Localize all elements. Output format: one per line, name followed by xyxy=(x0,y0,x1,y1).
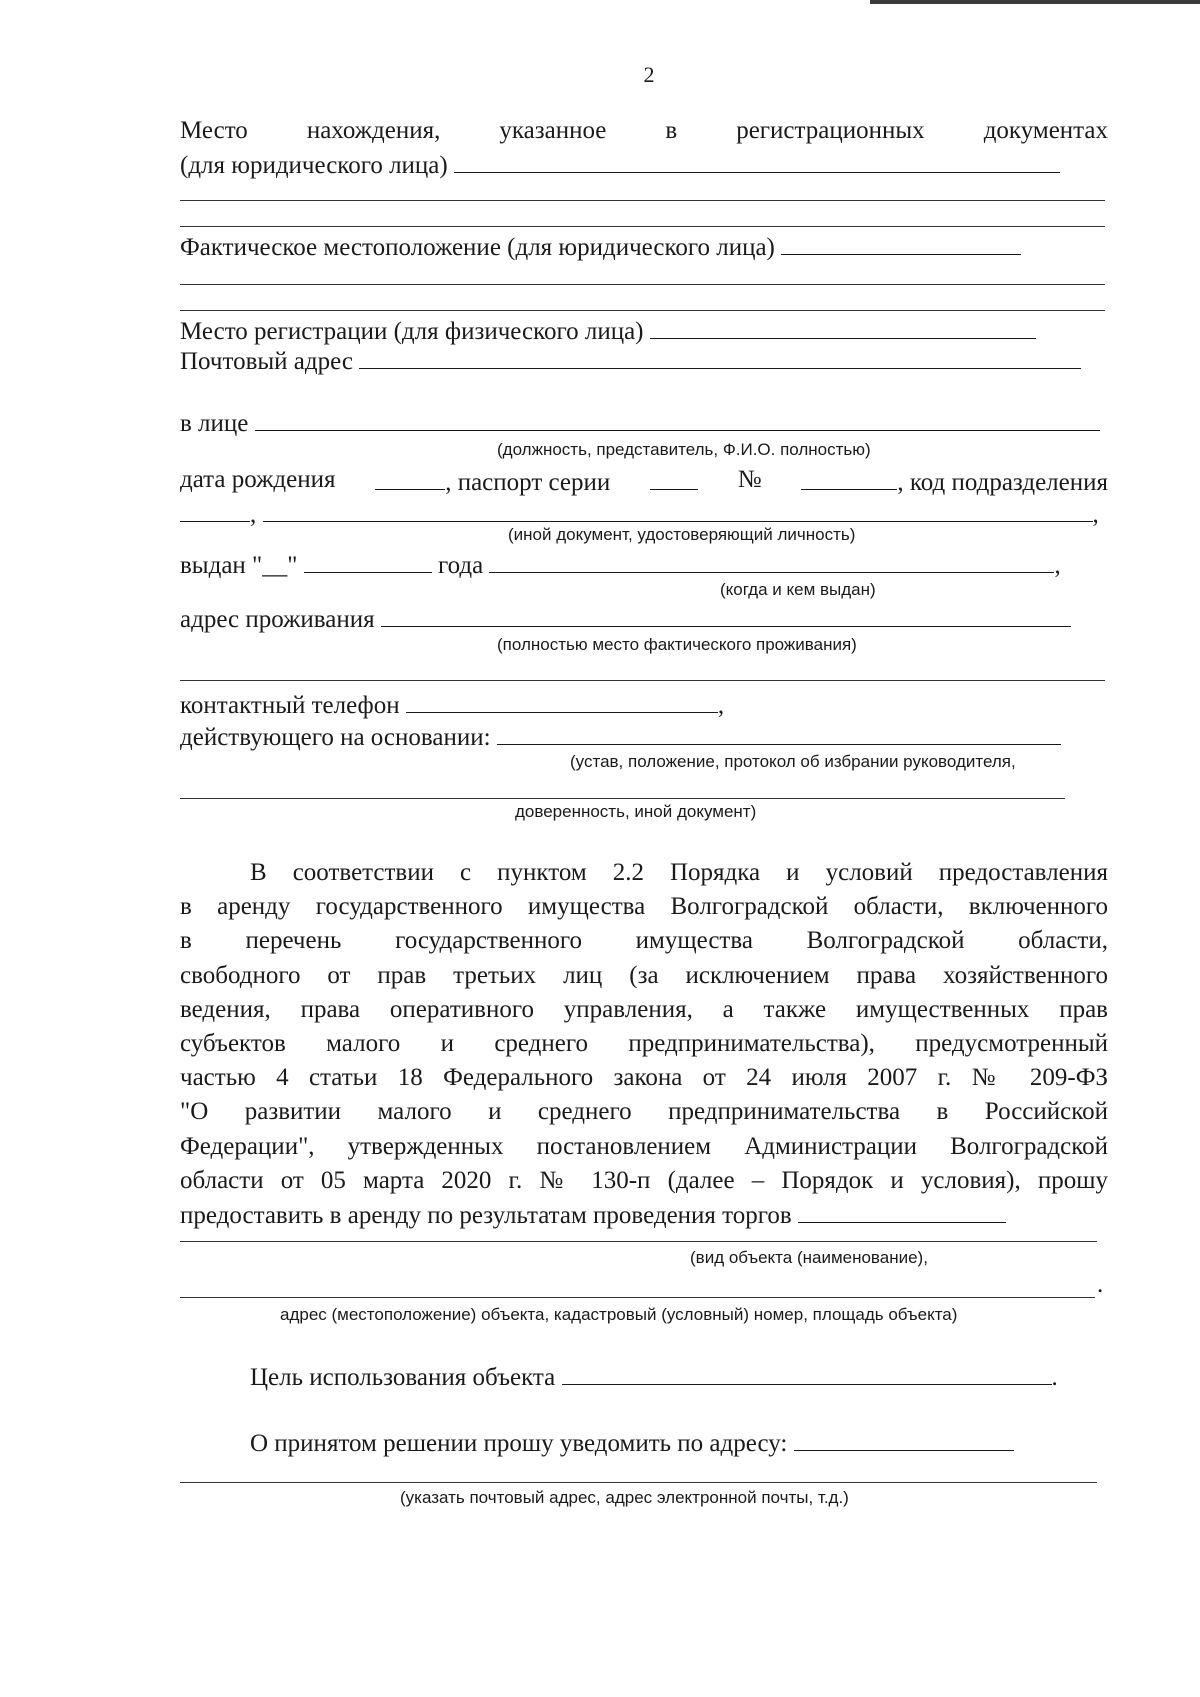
number-sign: № xyxy=(737,466,762,493)
passport-number-group xyxy=(801,465,1108,498)
passport-row xyxy=(180,465,1108,498)
phone-field[interactable] xyxy=(406,688,718,713)
residence-label: адрес проживания xyxy=(180,606,375,633)
scan-edge-mark xyxy=(870,0,1200,4)
passport-series-field[interactable] xyxy=(650,465,698,490)
object-field[interactable] xyxy=(798,1198,1006,1223)
object-type-line[interactable] xyxy=(180,1241,1097,1242)
represented-row xyxy=(180,406,1100,439)
registration-field[interactable] xyxy=(650,314,1036,339)
comma: , xyxy=(250,501,257,528)
legal-address-label-2: (для юридического лица) xyxy=(180,152,448,179)
birth-date-group xyxy=(375,465,610,498)
other-document-caption: (иной документ, удостоверяющий личность) xyxy=(508,525,856,544)
division-code-field[interactable] xyxy=(180,497,250,522)
request-paragraph xyxy=(180,856,1108,1233)
issued-date-field[interactable] xyxy=(304,548,432,573)
object-address-period: . xyxy=(1097,1271,1104,1298)
passport-label: , паспорт серии xyxy=(445,469,611,496)
residence-field[interactable] xyxy=(381,602,1071,627)
paragraph-line: частью 4 статьи 18 Федерального закона от 24 июля 2007 г. № 209-ФЗ xyxy=(180,1064,1108,1092)
basis-line[interactable] xyxy=(180,798,1065,799)
purpose-label: Цель использования объекта xyxy=(250,1364,556,1391)
represented-field[interactable] xyxy=(255,406,1100,431)
object-type-caption: (вид объекта (наименование), xyxy=(690,1248,928,1267)
paragraph-line-last xyxy=(180,1198,1108,1233)
paragraph-line: Федерации", утвержденных постановлением Администрации Волгоградской xyxy=(180,1132,1108,1160)
issued-caption: (когда и кем выдан) xyxy=(720,580,876,599)
division-code-label: , код подразделения xyxy=(897,469,1108,496)
object-address-caption: адрес (местоположение) объекта, кадастровый (условный) номер, площадь объекта) xyxy=(280,1305,958,1324)
paragraph-line: области от 05 марта 2020 г. № 130-п (далее – Порядок и условия), прошу xyxy=(180,1166,1108,1194)
paragraph-line: В соответствии с пунктом 2.2 Порядка и условий предоставления xyxy=(250,859,1108,886)
represented-caption: (должность, представитель, Ф.И.О. полностью) xyxy=(497,440,871,459)
comma: , xyxy=(1054,552,1061,579)
comma: , xyxy=(717,692,725,719)
notify-field[interactable] xyxy=(794,1426,1014,1451)
phone-row xyxy=(180,688,724,721)
other-document-field[interactable] xyxy=(263,497,1093,522)
page-number: 2 xyxy=(643,62,655,87)
basis-label: действующего на основании: xyxy=(180,724,491,751)
birth-date-field[interactable] xyxy=(375,465,445,490)
basis-field[interactable] xyxy=(497,720,1061,745)
paragraph-line: "О развитии малого и среднего предпринимательства в Российской xyxy=(180,1098,1108,1126)
notify-line[interactable] xyxy=(180,1482,1097,1483)
actual-location-row xyxy=(180,230,1021,263)
legal-address-field[interactable] xyxy=(454,148,1060,173)
purpose-row xyxy=(250,1360,1058,1393)
notify-label: О принятом решении прошу уведомить по адресу: xyxy=(250,1430,788,1457)
postal-row xyxy=(180,344,1081,377)
legal-address-line[interactable] xyxy=(180,226,1105,227)
issued-row xyxy=(180,548,1061,581)
year-label: года xyxy=(437,552,484,579)
comma: , xyxy=(1092,501,1099,528)
birth-date-label: дата рождения xyxy=(180,466,336,493)
issued-day[interactable]: "__" xyxy=(252,552,298,579)
postal-field[interactable] xyxy=(359,344,1081,369)
basis-caption-2: доверенность, иной документ) xyxy=(515,802,757,821)
basis-caption-1: (устав, положение, протокол об избрании руководителя, xyxy=(570,752,1016,771)
actual-location-line[interactable] xyxy=(180,310,1105,311)
residence-row xyxy=(180,602,1071,635)
registration-label: Место регистрации (для физического лица) xyxy=(180,318,644,345)
actual-location-field[interactable] xyxy=(781,230,1021,255)
issued-by-field[interactable] xyxy=(489,548,1054,573)
paragraph-line: субъектов малого и среднего предпринимательства), предусмотренный xyxy=(180,1030,1108,1058)
actual-location-line[interactable] xyxy=(180,284,1105,285)
residence-line[interactable] xyxy=(180,680,1105,681)
actual-location-label: Фактическое местоположение (для юридического лица) xyxy=(180,234,775,261)
passport-number-field[interactable] xyxy=(801,465,897,490)
paragraph-last-text: предоставить в аренду по результатам проведения торгов xyxy=(180,1202,792,1230)
notify-caption: (указать почтовый адрес, адрес электронной почты, т.д.) xyxy=(400,1488,849,1507)
paragraph-line: ведения, права оперативного управления, а также имущественных прав xyxy=(180,995,1108,1023)
postal-label: Почтовый адрес xyxy=(180,348,353,375)
paragraph-line: свободного от прав третьих лиц (за исключением права хозяйственного xyxy=(180,961,1108,989)
legal-address-line[interactable] xyxy=(180,200,1105,201)
paragraph-line: в аренду государственного имущества Волгоградской области, включенного xyxy=(180,893,1108,921)
object-address-line[interactable] xyxy=(180,1297,1095,1298)
registration-row xyxy=(180,314,1036,347)
notify-row xyxy=(250,1426,1014,1459)
purpose-field[interactable] xyxy=(562,1360,1052,1385)
phone-label: контактный телефон xyxy=(180,692,400,719)
legal-address-row xyxy=(180,148,1060,181)
basis-row xyxy=(180,720,1061,753)
represented-label: в лице xyxy=(180,410,249,437)
legal-address-label: Место нахождения, указанное в регистрационных документах xyxy=(180,117,1108,144)
residence-caption: (полностью место фактического проживания) xyxy=(497,635,857,654)
paragraph-line: в перечень государственного имущества Волгоградской области, xyxy=(180,927,1108,955)
period: . xyxy=(1051,1364,1058,1391)
issued-label: выдан xyxy=(180,552,246,579)
